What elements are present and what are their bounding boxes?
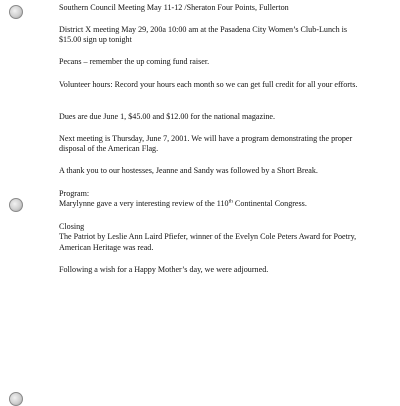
binder-hole-top [9,5,23,19]
volunteer-hours-paragraph: Volunteer hours: Record your hours each month so we can get full credit for all your efforts. [59,80,358,89]
next-meeting-paragraph: Next meeting is Thursday, June 7, 2001. We will have a program demonstrating the proper disposal of the American Flag. [59,134,353,154]
binder-hole-bottom [9,392,23,406]
pecans-line: Pecans – remember the up coming fund raiser. [59,57,210,66]
ordinal-suffix: th [228,198,233,205]
thank-you-line: A thank you to our hostesses, Jeanne and Sandy was followed by a Short Break. [59,166,318,175]
program-text: Marylynne gave a very interesting review of the 110th Continental Congress. [59,198,307,209]
closing-section [59,222,359,253]
binder-hole-middle [9,198,23,212]
program-heading: Program: [59,189,90,198]
southern-council-line: Southern Council Meeting May 11-12 /Sheraton Four Points, Fullerton [59,3,289,12]
adjourned-line: Following a wish for a Happy Mother’s day, we were adjourned. [59,265,269,274]
program-section [59,189,359,210]
closing-text: The Patriot by Leslie Ann Laird Pfiefer, winner of the Evelyn Cole Peters Award for Poetry, American Heritage was read. [59,232,357,252]
district-meeting-paragraph: District X meeting May 29, 200a 10:00 am at the Pasadena City Women’s Club-Lunch is $15.00 sign up tonight [59,25,348,45]
closing-heading: Closing [59,222,85,231]
dues-line: Dues are due June 1, $45.00 and $12.00 for the national magazine. [59,112,275,121]
